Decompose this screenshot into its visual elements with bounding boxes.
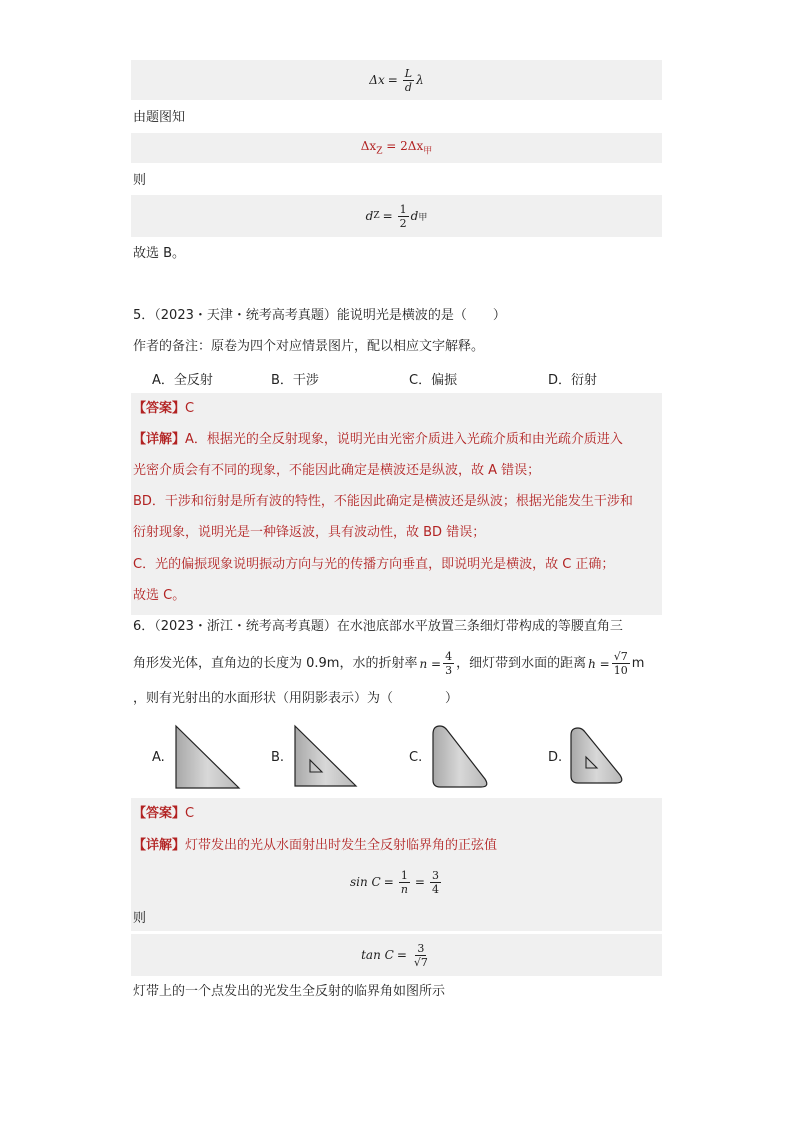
formula-fraction (412, 942, 430, 969)
answer-value: C (185, 806, 195, 821)
fraction-numerator: 3 (431, 868, 439, 882)
formula-equals: = (396, 948, 407, 962)
detail-line (133, 431, 623, 449)
formula-term: Δx (369, 73, 385, 87)
detail-label: 【详解】 (133, 432, 186, 447)
option-c: C．偏振 (409, 373, 458, 388)
figure-option-b-label: B. (271, 750, 285, 765)
detail-line: BD．干涉和衍射是所有波的特性，不能因此确定是横波还是纵波；根据光能发生干涉和 (133, 494, 633, 509)
detail-label: 【详解】 (133, 838, 186, 853)
option-b: B．干涉 (271, 373, 319, 388)
fraction-denominator: d (404, 80, 412, 94)
formula-fraction (403, 67, 414, 94)
question-6-text: ，细灯带到水面的距离 (456, 655, 587, 671)
detail-text: A．根据光的全反射现象，说明光由光密介质进入光疏介质和由光疏介质进入 (185, 432, 623, 447)
fraction-denominator: 3 (445, 664, 453, 677)
answer-label: 【答案】 (133, 401, 186, 416)
formula-tanC (131, 937, 662, 973)
fraction-denominator: 10 (613, 664, 628, 677)
option-a: A．全反射 (152, 373, 213, 388)
figure-option-c (430, 722, 494, 792)
figure-option-c-label: C. (409, 750, 423, 765)
text-line: 灯带上的一个点发出的光发生全反射的临界角如图所示 (133, 984, 446, 999)
answer-label: 【答案】 (133, 806, 186, 821)
formula-term: d (365, 209, 374, 223)
detail-line: 故选 C。 (133, 588, 186, 603)
detail-text: 灯带发出的光从水面射出时发生全反射临界角的正弦值 (185, 838, 498, 853)
formula-term: tan C (361, 948, 394, 962)
fraction-denominator: n (400, 882, 408, 896)
subscript: 甲 (423, 146, 433, 157)
fraction-numerator: 4 (445, 650, 453, 663)
formula-equals: = (382, 209, 393, 223)
text-line: 故选 B。 (133, 246, 186, 261)
fraction-numerator: L (404, 66, 413, 80)
fraction-numerator: 1 (400, 868, 408, 882)
formula-fraction (612, 650, 630, 677)
answer-line (133, 805, 194, 823)
formula-fraction (398, 203, 409, 230)
formula-fraction (443, 650, 454, 677)
formula-d-relation (131, 198, 662, 234)
text-line: 则 (133, 173, 147, 188)
unit: m (631, 655, 645, 671)
fraction-numerator: 1 (399, 202, 407, 216)
question-6-line (133, 650, 644, 677)
fraction-denominator: √7 (413, 955, 428, 969)
answer-value: C (185, 401, 195, 416)
figure-option-a (172, 722, 244, 792)
figure-option-d (568, 724, 628, 788)
detail-line (133, 837, 497, 855)
answer-line (133, 400, 194, 418)
fraction-numerator: √7 (613, 650, 628, 663)
formula-term: sin C (350, 875, 381, 889)
formula-fraction (430, 869, 441, 896)
figure-option-d-label: D. (548, 750, 563, 765)
formula-equals: = (383, 875, 394, 889)
subscript: Z (373, 211, 380, 221)
option-d: D．衍射 (548, 373, 598, 388)
detail-line: 光密介质会有不同的现象，不能因此确定是横波还是纵波，故 A 错误； (133, 463, 541, 478)
question-5-title: 5．（2023・天津・统考高考真题）能说明光是横波的是（ ） (133, 308, 506, 323)
text-line: 由题图知 (133, 110, 186, 125)
formula-delta-x (131, 62, 662, 98)
question-6-text: 角形发光体，直角边的长度为 0.9m，水的折射率 (133, 655, 418, 671)
fraction-denominator: 2 (399, 216, 407, 230)
formula-term: d (410, 209, 419, 223)
detail-line: C．光的偏振现象说明振动方向与光的传播方向垂直，即说明光是横波，故 C 正确； (133, 557, 615, 572)
formula-equals: = (387, 73, 398, 87)
question-6-line: ，则有光射出的水面形状（用阴影表示）为（ ） (133, 691, 459, 706)
formula-equals: = (414, 875, 425, 889)
detail-line: 衍射现象，说明光是一种锋返波，具有波动性，故 BD 错误； (133, 525, 486, 540)
formula-sinC (131, 862, 662, 902)
text-line: 则 (133, 911, 147, 926)
formula-dx-relation (131, 139, 662, 156)
fraction-numerator: 3 (417, 941, 425, 955)
formula-term: Δx (360, 139, 377, 153)
question-6-line: 6．（2023・浙江・统考高考真题）在水池底部水平放置三条细灯带构成的等腰直角三 (133, 619, 623, 634)
formula-fraction (399, 869, 410, 896)
formula-term: λ (416, 73, 424, 87)
formula-term: = 2Δx (386, 139, 424, 153)
question-5-note: 作者的备注：原卷为四个对应情景图片，配以相应文字解释。 (133, 339, 485, 354)
figure-option-a-label: A. (152, 750, 165, 765)
subscript: 甲 (418, 212, 428, 223)
fraction-denominator: 4 (431, 882, 439, 896)
figure-option-b (290, 722, 360, 792)
formula-term: n = (419, 656, 442, 671)
subscript: Z (376, 146, 383, 157)
formula-term: h = (588, 656, 610, 671)
